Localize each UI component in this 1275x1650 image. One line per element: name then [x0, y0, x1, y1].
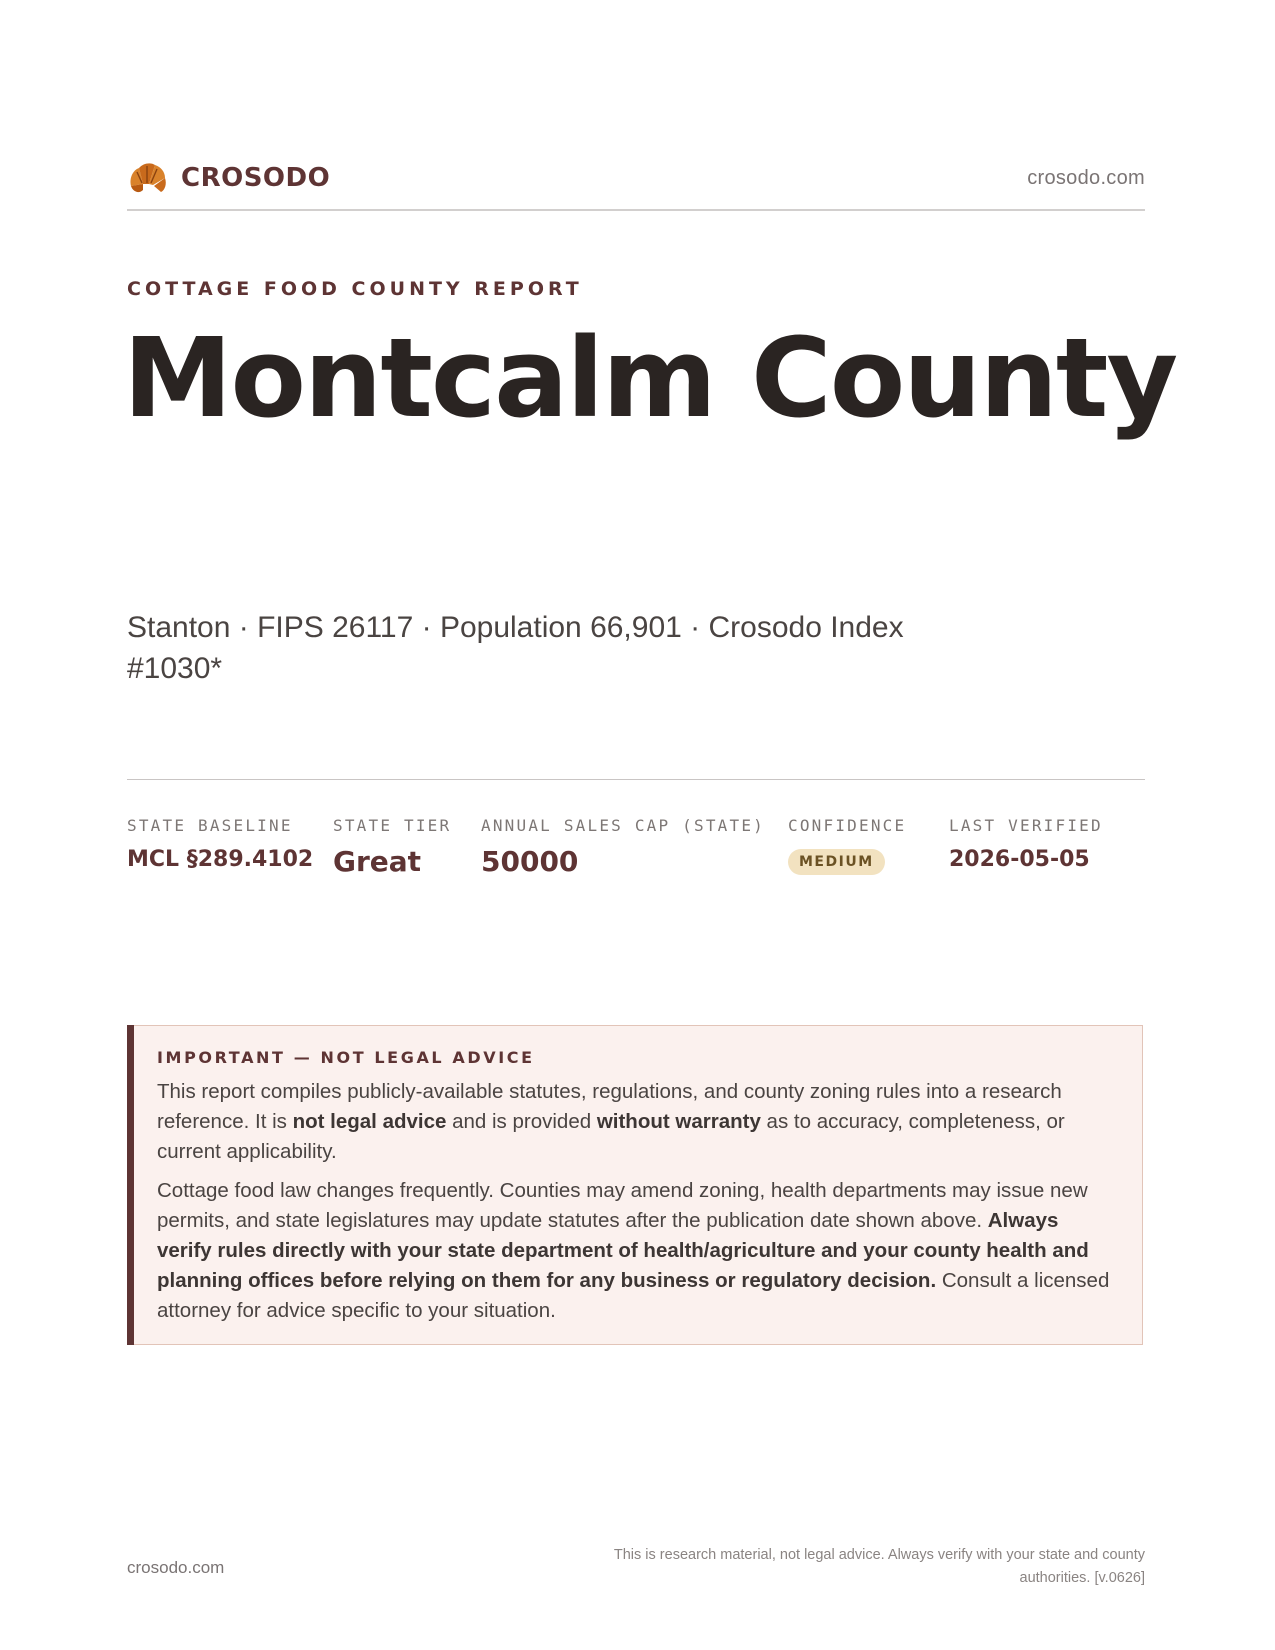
section-divider: [127, 779, 1145, 780]
stat-state-tier: [333, 816, 451, 878]
stat-label: ANNUAL SALES CAP (STATE): [481, 816, 765, 835]
notice-heading: IMPORTANT — NOT LEGAL ADVICE: [157, 1048, 535, 1067]
stat-label: STATE TIER: [333, 816, 452, 835]
stat-confidence: [788, 816, 906, 875]
stat-state-baseline: [127, 816, 313, 872]
notice-paragraph-1: This report compiles publicly-available statutes, regulations, and county zoning rules into a research reference. It is not legal advice and is provided without warranty as to accuracy, completeness, or current applicability.: [157, 1080, 1065, 1163]
stat-label: STATE BASELINE: [127, 816, 293, 835]
header-divider: [127, 209, 1145, 211]
croissant-icon: [127, 158, 169, 198]
stat-value: 50000: [481, 845, 579, 878]
stat-label: LAST VERIFIED: [949, 816, 1103, 835]
report-page: [123, 0, 1177, 1650]
stat-annual-sales-cap: [481, 816, 765, 878]
stat-label: CONFIDENCE: [788, 816, 907, 835]
stat-last-verified: [949, 816, 1103, 872]
footer-disclaimer: This is research material, not legal advice. Always verify with your state and county authorities. [v.0626]: [613, 1547, 1145, 1586]
county-subline: Stanton · FIPS 26117 · Population 66,901 · Crosodo Index #1030*: [127, 611, 904, 685]
brand[interactable]: [127, 158, 330, 198]
stat-value: MCL §289.4102: [127, 847, 314, 872]
footer-site-url[interactable]: crosodo.com: [127, 1558, 225, 1577]
stat-value: 2026-05-05: [949, 847, 1090, 872]
notice-paragraph-2: Cottage food law changes frequently. Counties may amend zoning, health departments may issue new permits, and state legislatures may update statutes after the publication date shown above. Always verify rules directly with your state department of health/agriculture and your county health and planning offices before relying on them for any business or regulatory decision. Consult a licensed attorney for advice specific to your situation.: [157, 1179, 1110, 1322]
legal-notice-box: [127, 1025, 1143, 1345]
notice-accent-bar: [127, 1025, 134, 1345]
stat-value: Great: [333, 845, 422, 878]
brand-name: CROSODO: [181, 163, 331, 193]
report-eyebrow: COTTAGE FOOD COUNTY REPORT: [127, 278, 583, 300]
confidence-badge: MEDIUM: [788, 849, 885, 875]
site-url-link[interactable]: crosodo.com: [1027, 166, 1145, 189]
page-title: Montcalm County: [123, 314, 1177, 442]
page-header: [127, 158, 1145, 198]
